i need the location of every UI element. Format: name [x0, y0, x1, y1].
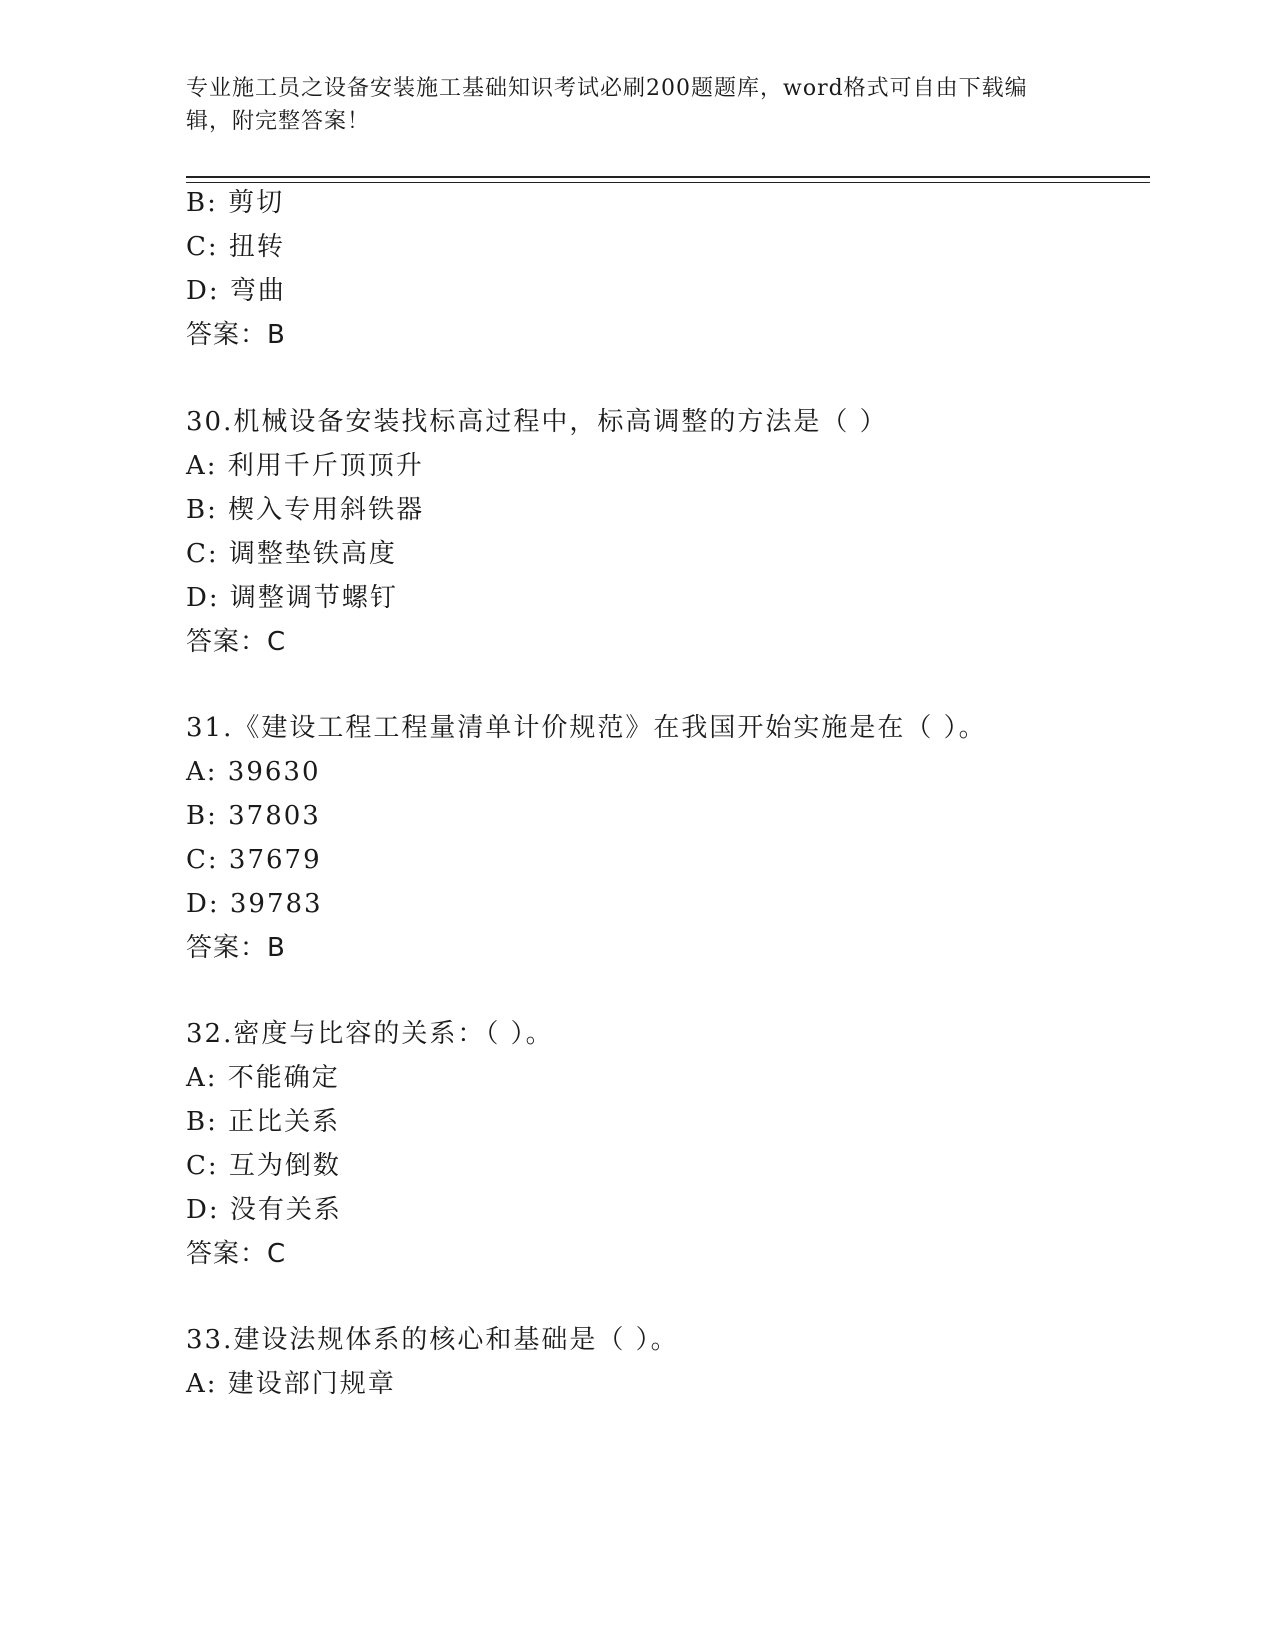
q32-option-a: A: 不能确定: [186, 1063, 340, 1093]
q30-option-a: A: 利用千斤顶顶升: [186, 451, 424, 481]
q30-question: 30.机械设备安装找标高过程中，标高调整的方法是（ ）: [186, 407, 888, 437]
q30-option-d: D: 调整调节螺钉: [186, 583, 398, 613]
header-divider-bottom: [186, 182, 1150, 183]
q31-option-a: A: 39630: [186, 757, 321, 787]
q30-option-b: B: 楔入专用斜铁器: [186, 495, 425, 525]
q33-option-a: A: 建设部门规章: [186, 1369, 396, 1399]
q29-answer: 答案：B: [186, 320, 286, 350]
q30-option-c: C: 调整垫铁高度: [186, 539, 397, 569]
q32-option-d: D: 没有关系: [186, 1195, 342, 1225]
q31-question: 31.《建设工程工程量清单计价规范》在我国开始实施是在（ ）。: [186, 713, 987, 743]
q32-question: 32.密度与比容的关系：（ ）。: [186, 1019, 554, 1049]
document-title: 专业施工员之设备安装施工基础知识考试必刷200题题库，word格式可自由下载编辑，附完整答案！: [186, 76, 1028, 134]
header-divider-top: [186, 176, 1150, 178]
q29-option-d: D: 弯曲: [186, 276, 286, 306]
q31-answer: 答案：B: [186, 933, 286, 963]
q33-question: 33.建设法规体系的核心和基础是（ ）。: [186, 1325, 679, 1355]
q31-option-b: B: 37803: [186, 801, 321, 831]
q32-option-c: C: 互为倒数: [186, 1151, 341, 1181]
q32-answer: 答案：C: [186, 1239, 287, 1269]
q29-option-b: B: 剪切: [186, 188, 285, 218]
q29-option-c: C: 扭转: [186, 232, 285, 262]
q30-answer: 答案：C: [186, 627, 287, 657]
q32-option-b: B: 正比关系: [186, 1107, 341, 1137]
q31-option-c: C: 37679: [186, 845, 322, 875]
q31-option-d: D: 39783: [186, 889, 323, 919]
